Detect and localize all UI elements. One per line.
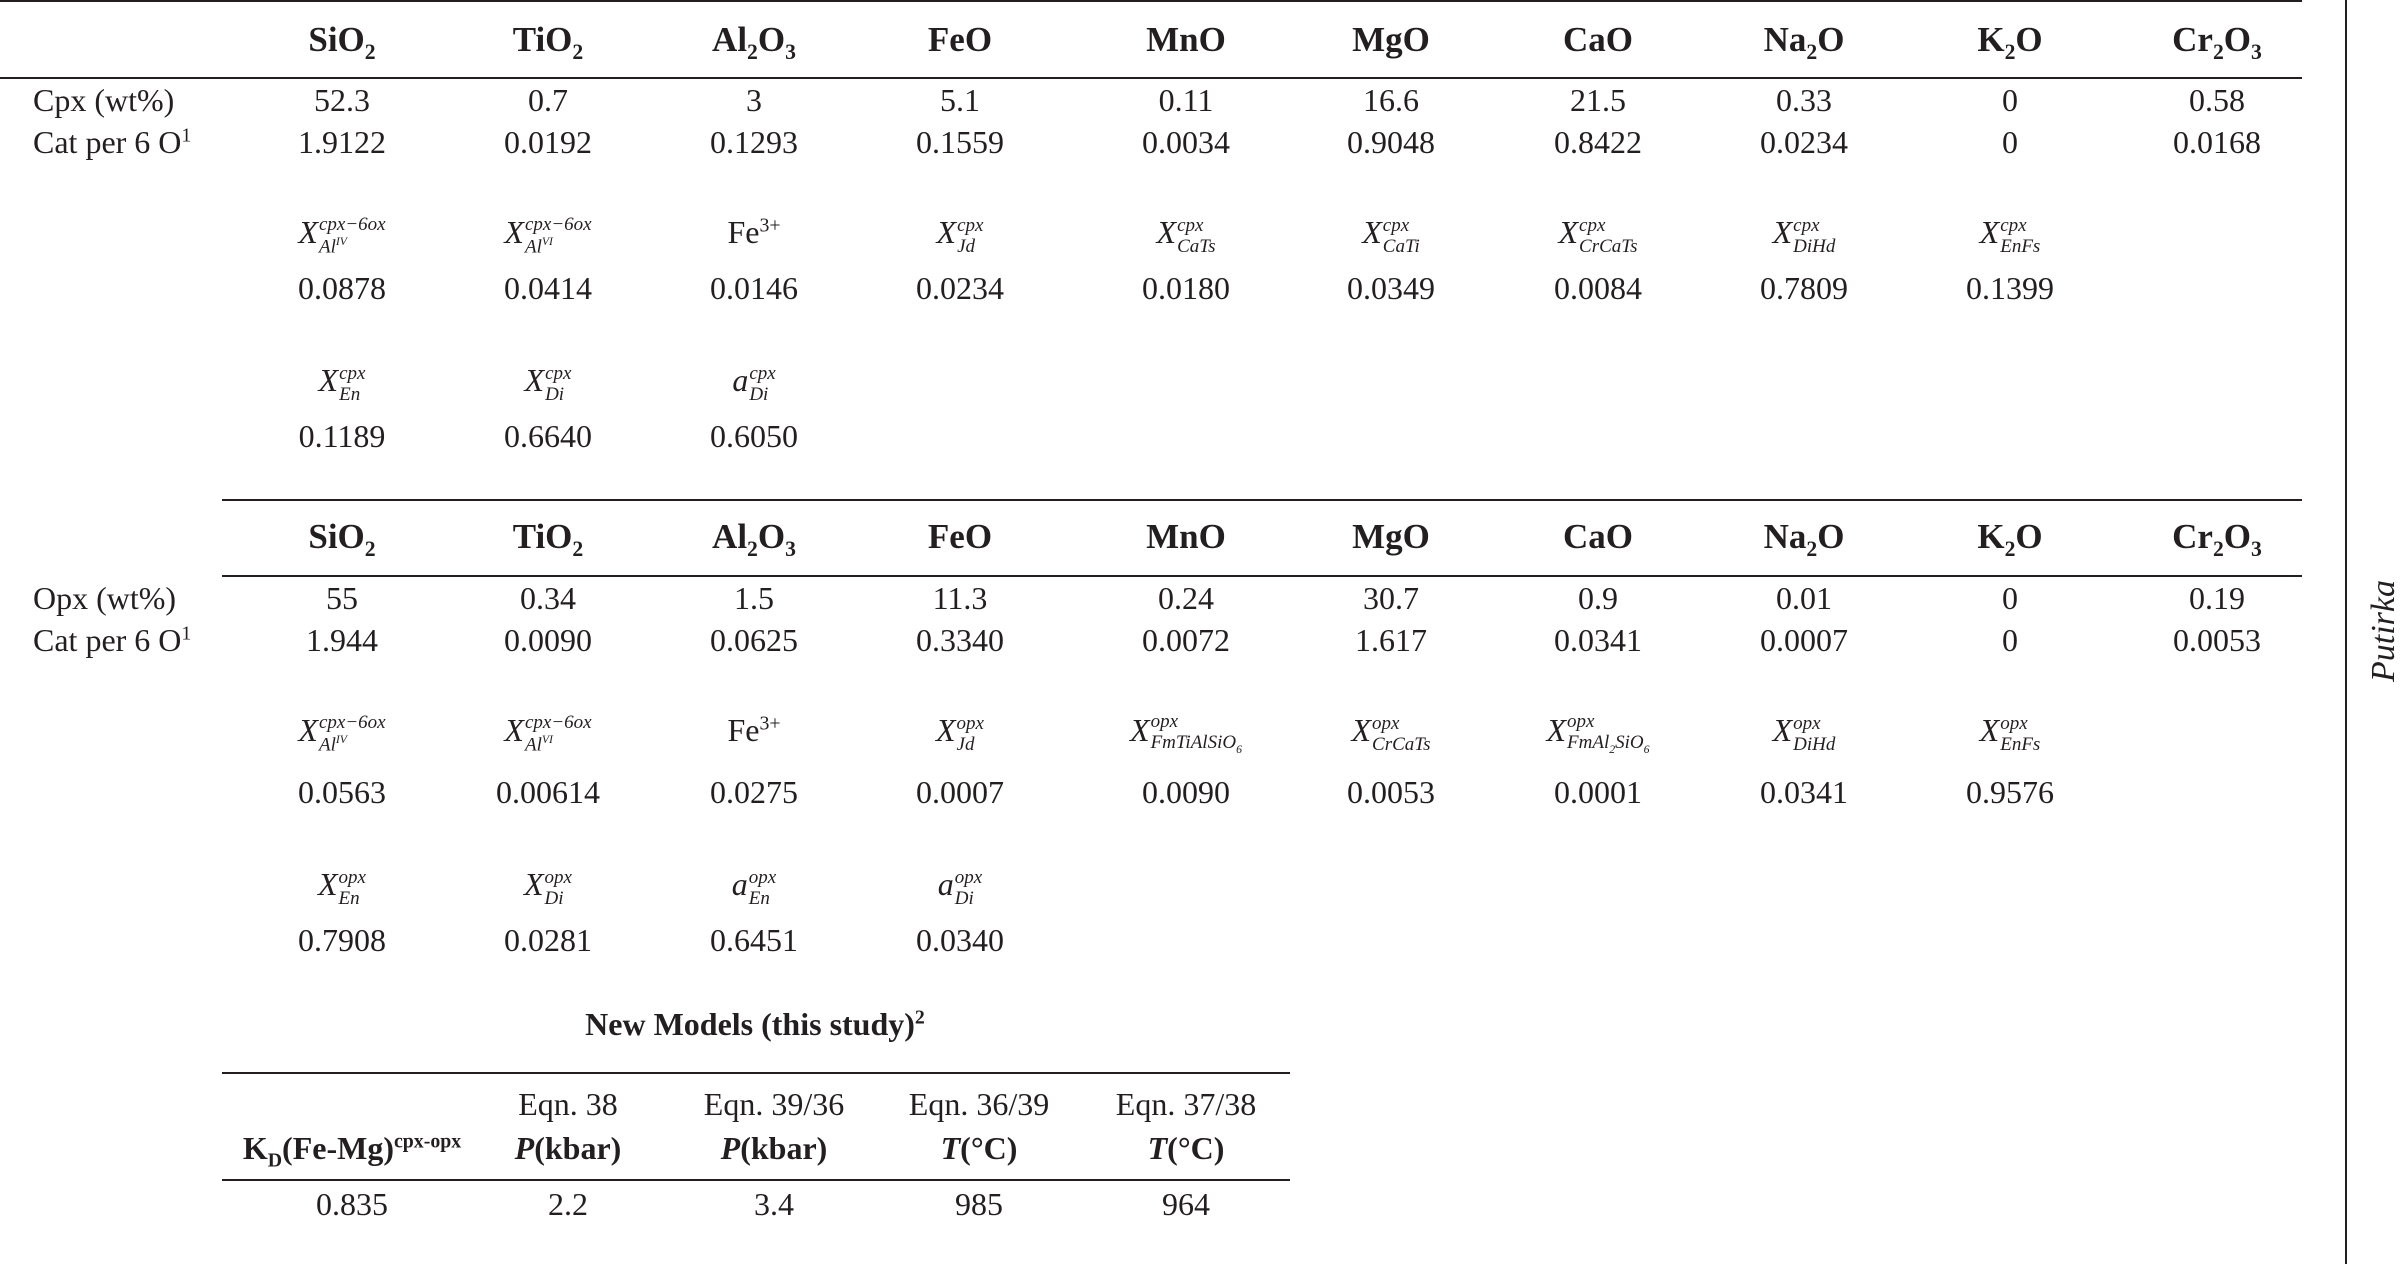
cpx-oxide-header-2: TiO$_2$ — [512, 20, 584, 64]
cpx-component-symbol: X cpx CrCaTs — [1558, 214, 1638, 257]
cpx-wt-label: Cpx (wt%) — [33, 82, 175, 118]
opx-oxide-header-6: MgO — [1352, 517, 1430, 556]
opx-oxide-header-9: $K_2O$ — [1977, 517, 2043, 561]
opx-oxide-header-7: CaO — [1563, 517, 1633, 556]
cpx-component-value: 0.0084 — [1554, 270, 1642, 306]
opx-component-symbol: $Fe^{3+}$ — [727, 712, 781, 748]
cpx-component-symbol: X cpx CaTi — [1362, 214, 1420, 257]
cpx-oxide-header-3: $Al_2O_3$ — [712, 20, 796, 64]
cpx-component-value: 0.7809 — [1760, 270, 1848, 306]
opx-cat-cell: 0.0090 — [504, 622, 592, 658]
opx-cat-label: Cat per 6 $O^1$ — [33, 622, 192, 658]
opx-oxide-header-4: FeO — [927, 517, 993, 556]
opx-wt-cell: 0.19 — [2189, 580, 2245, 616]
cpx-activity-symbol: X cpx En — [318, 362, 366, 405]
opx-component-value: 0.9576 — [1966, 774, 2054, 810]
models-value: 985 — [955, 1186, 1003, 1222]
opx-component-symbol: X opx FmAl$_2$SiO$_6$ — [1546, 711, 1650, 756]
opx-activity-value: 0.6451 — [710, 922, 798, 958]
cpx-wt-cell: 16.6 — [1363, 82, 1419, 118]
cpx-activity-symbol: X cpx Di — [524, 362, 572, 405]
opx-wt-cell: 0 — [2002, 580, 2018, 616]
cpx-cat-cell: 0.0034 — [1142, 124, 1230, 160]
opx-component-value: 0.0053 — [1347, 774, 1435, 810]
opx-component-value: 0.0275 — [710, 774, 798, 810]
running-head: Putirka — [2365, 580, 2402, 682]
cpx-component-symbol: X cpx CaTs — [1156, 214, 1216, 257]
cpx-cat-cell: 1.9122 — [298, 124, 386, 160]
opx-component-value: 0.0341 — [1760, 774, 1848, 810]
models-header-line2: P(kbar) — [720, 1130, 828, 1166]
cpx-component-symbol: X cpx−6ox $Al^{VI}$ — [504, 213, 592, 258]
cpx-cat-label: Cat per 6 $O^1$ — [33, 124, 192, 160]
opx-activity-symbol: a opx En — [731, 866, 777, 909]
cpx-cat-cell: 0.1293 — [710, 124, 798, 160]
cpx-cat-cell: 0 — [2002, 124, 2018, 160]
opx-wt-cell: 1.5 — [734, 580, 774, 616]
opx-wt-label: Opx (wt%) — [33, 580, 177, 616]
models-header-line1: Eqn. 37/38 — [1115, 1086, 1257, 1122]
cpx-activity-value: 0.1189 — [298, 418, 386, 454]
opx-activity-symbol: a opx Di — [937, 866, 983, 909]
cpx-wt-cell: 0 — [2002, 82, 2018, 118]
cpx-cat-cell: 0.1559 — [916, 124, 1004, 160]
cpx-wt-cell: 0.11 — [1158, 82, 1214, 118]
cpx-component-symbol: X cpx DiHd — [1772, 214, 1836, 257]
cpx-wt-cell: 3 — [746, 82, 762, 118]
models-value: 2.2 — [548, 1186, 588, 1222]
cpx-component-value: 0.0349 — [1347, 270, 1435, 306]
opx-cat-cell: 0.0053 — [2173, 622, 2261, 658]
opx-component-symbol: X opx FmTiAlSiO$_6$ — [1130, 711, 1242, 756]
cpx-component-value: 0.0180 — [1142, 270, 1230, 306]
cpx-oxide-header-1: SiO$_2$ — [308, 20, 376, 64]
models-header-rule — [222, 1179, 1290, 1181]
opx-activity-symbol: X opx En — [318, 866, 366, 909]
opx-wt-cell: 0.9 — [1578, 580, 1618, 616]
opx-wt-cell: 0.01 — [1776, 580, 1832, 616]
cpx-cat-cell: 0.0192 — [504, 124, 592, 160]
opx-wt-cell: 0.24 — [1158, 580, 1214, 616]
opx-cat-cell: 0.0072 — [1142, 622, 1230, 658]
models-value: 0.835 — [316, 1186, 388, 1222]
top-rule — [0, 0, 2302, 2]
opx-component-value: 0.0090 — [1142, 774, 1230, 810]
models-value: 964 — [1162, 1186, 1210, 1222]
opx-wt-cell: 55 — [326, 580, 358, 616]
cpx-cat-cell: 0.8422 — [1554, 124, 1642, 160]
opx-oxide-header-1: SiO$_2$ — [308, 517, 376, 561]
cpx-cat-cell: 0.9048 — [1347, 124, 1435, 160]
opx-component-value: 0.0563 — [298, 774, 386, 810]
cpx-component-value: 0.0878 — [298, 270, 386, 306]
opx-component-symbol: X opx EnFs — [1979, 712, 2041, 755]
opx-cat-cell: 0.0341 — [1554, 622, 1642, 658]
models-header-line2: T(°C) — [940, 1130, 1018, 1166]
models-title: New Models (this study)$^2$ — [585, 1006, 925, 1042]
cpx-component-symbol: X cpx Jd — [936, 214, 984, 257]
opx-activity-value: 0.7908 — [298, 922, 386, 958]
cpx-wt-cell: 52.3 — [314, 82, 370, 118]
opx-component-symbol: X cpx−6ox $Al^{IV}$ — [298, 711, 386, 756]
opx-oxide-header-10: $Cr_2O_3$ — [2172, 517, 2262, 561]
opx-component-symbol: X cpx−6ox $Al^{VI}$ — [504, 711, 592, 756]
cpx-wt-cell: 5.1 — [940, 82, 980, 118]
opx-cat-cell: 1.944 — [306, 622, 378, 658]
opx-component-value: 0.00614 — [496, 774, 600, 810]
opx-wt-cell: 0.34 — [520, 580, 576, 616]
cpx-activity-value: 0.6050 — [710, 418, 798, 454]
opx-oxide-header-2: TiO$_2$ — [512, 517, 584, 561]
models-header-line2: T(°C) — [1147, 1130, 1225, 1166]
opx-component-symbol: X opx CrCaTs — [1351, 712, 1431, 755]
cpx-cat-cell: 0.0234 — [1760, 124, 1848, 160]
opx-cat-cell: 1.617 — [1355, 622, 1427, 658]
opx-wt-cell: 11.3 — [932, 580, 988, 616]
cpx-header-rule — [0, 77, 2302, 79]
cpx-cat-cell: 0.0168 — [2173, 124, 2261, 160]
models-header-line2: P(kbar) — [514, 1130, 622, 1166]
cpx-component-value: 0.0234 — [916, 270, 1004, 306]
opx-cat-cell: 0.0625 — [710, 622, 798, 658]
cpx-oxide-header-10: $Cr_2O_3$ — [2172, 20, 2262, 64]
cpx-oxide-header-9: $K_2O$ — [1977, 20, 2043, 64]
models-header-line1: Eqn. 39/36 — [703, 1086, 845, 1122]
opx-activity-value: 0.0281 — [504, 922, 592, 958]
models-value: 3.4 — [754, 1186, 794, 1222]
cpx-wt-cell: 0.33 — [1776, 82, 1832, 118]
opx-oxide-header-8: $Na_2O$ — [1763, 517, 1845, 561]
opx-cat-cell: 0 — [2002, 622, 2018, 658]
opx-activity-symbol: X opx Di — [524, 866, 572, 909]
opx-wt-cell: 30.7 — [1363, 580, 1419, 616]
cpx-activity-symbol: a cpx Di — [732, 362, 776, 405]
cpx-oxide-header-7: CaO — [1563, 20, 1633, 59]
right-margin-rule — [2345, 0, 2347, 1264]
opx-component-value: 0.0001 — [1554, 774, 1642, 810]
cpx-oxide-header-6: MgO — [1352, 20, 1430, 59]
cpx-component-symbol: X cpx−6ox $Al^{IV}$ — [298, 213, 386, 258]
cpx-activity-value: 0.6640 — [504, 418, 592, 454]
cpx-wt-cell: 0.7 — [528, 82, 568, 118]
cpx-component-value: 0.0146 — [710, 270, 798, 306]
cpx-oxide-header-8: $Na_2O$ — [1763, 20, 1845, 64]
opx-component-symbol: X opx Jd — [936, 712, 984, 755]
opx-header-rule — [222, 575, 2302, 577]
opx-activity-value: 0.0340 — [916, 922, 1004, 958]
opx-cat-cell: 0.3340 — [916, 622, 1004, 658]
cpx-wt-cell: 0.58 — [2189, 82, 2245, 118]
opx-cat-cell: 0.0007 — [1760, 622, 1848, 658]
models-header-line1: Eqn. 38 — [518, 1086, 618, 1122]
cpx-component-symbol: $Fe^{3+}$ — [727, 214, 781, 250]
models-header-line1: Eqn. 36/39 — [908, 1086, 1050, 1122]
cpx-oxide-header-5: MnO — [1146, 20, 1226, 59]
cpx-component-value: 0.1399 — [1966, 270, 2054, 306]
cpx-wt-cell: 21.5 — [1570, 82, 1626, 118]
cpx-component-value: 0.0414 — [504, 270, 592, 306]
opx-oxide-header-3: $Al_2O_3$ — [712, 517, 796, 561]
cpx-oxide-header-4: FeO — [927, 20, 993, 59]
models-header-line2: $K_D(Fe-Mg)^{cpx-opx}$ — [242, 1130, 462, 1172]
opx-oxide-header-5: MnO — [1146, 517, 1226, 556]
opx-component-value: 0.0007 — [916, 774, 1004, 810]
cpx-component-symbol: X cpx EnFs — [1979, 214, 2041, 257]
opx-component-symbol: X opx DiHd — [1772, 712, 1836, 755]
cpx-section-rule — [222, 499, 2302, 501]
models-top-rule — [222, 1072, 1290, 1074]
